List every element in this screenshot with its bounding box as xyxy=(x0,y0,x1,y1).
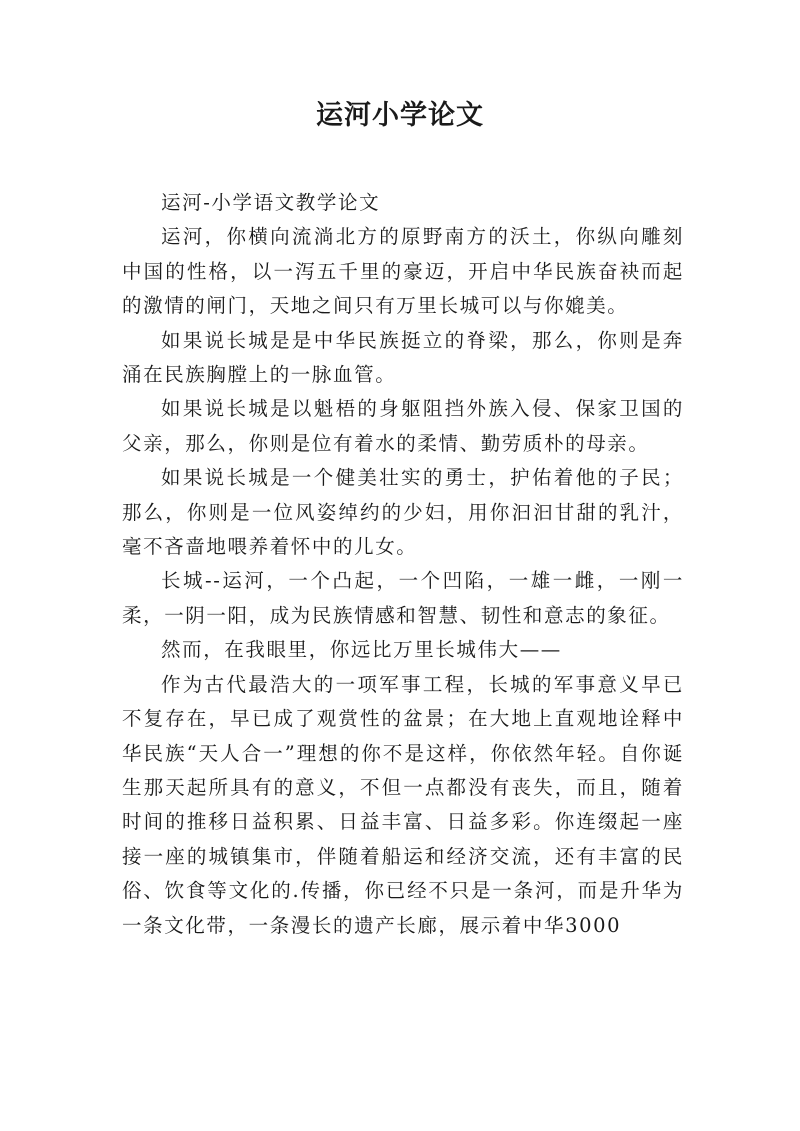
paragraph-subtitle: 运河-小学语文教学论文 xyxy=(161,191,381,214)
paragraph: 然而，在我眼里，你远比万里长城伟大—— xyxy=(161,638,562,662)
paragraph: 如果说长城是以魁梧的身躯阻挡外族入侵、保家卫国的父亲，那么，你则是位有着水的柔情、勤劳质朴的母亲。 xyxy=(122,397,684,455)
document-title: 运河小学论文 xyxy=(316,100,484,131)
paragraph: 作为古代最浩大的一项军事工程，长城的军事意义早已不复存在，早已成了观赏性的盆景；在大地上直观地诠释中华民族“天人合一”理想的你不是这样，你依然年轻。自你诞生那天起所具有的意义，不但一点都没有丧失，而且，随着时间的推移日益积累、日益丰富、日益多彩。你连缀起一座接一座的城镇集市，伴随着船运和经济交流，还有丰富的民俗、饮食等文化的.传播，你已经不只是一条河，而是升华为一条文化带，一条漫长的遗产长廊，展示着中华3000 xyxy=(122,672,684,937)
paragraph: 运河，你横向流淌北方的原野南方的沃土，你纵向雕刻中国的性格，以一泻五千里的豪迈，开启中华民族奋袂而起的激情的闸门，天地之间只有万里长城可以与你媲美。 xyxy=(122,225,684,318)
document-body xyxy=(122,186,684,943)
paragraph: 如果说长城是是中华民族挺立的脊梁，那么，你则是奔涌在民族胸膛上的一脉血管。 xyxy=(122,328,684,387)
paragraph: 如果说长城是一个健美壮实的勇士，护佑着他的子民；那么，你则是一位风姿绰约的少妇，用你汩汩甘甜的乳汁，毫不吝啬地喂养着怀中的儿女。 xyxy=(122,466,684,559)
paragraph: 长城--运河，一个凸起，一个凹陷，一雄一雌，一刚一柔，一阴一阳，成为民族情感和智慧、韧性和意志的象征。 xyxy=(122,569,684,627)
